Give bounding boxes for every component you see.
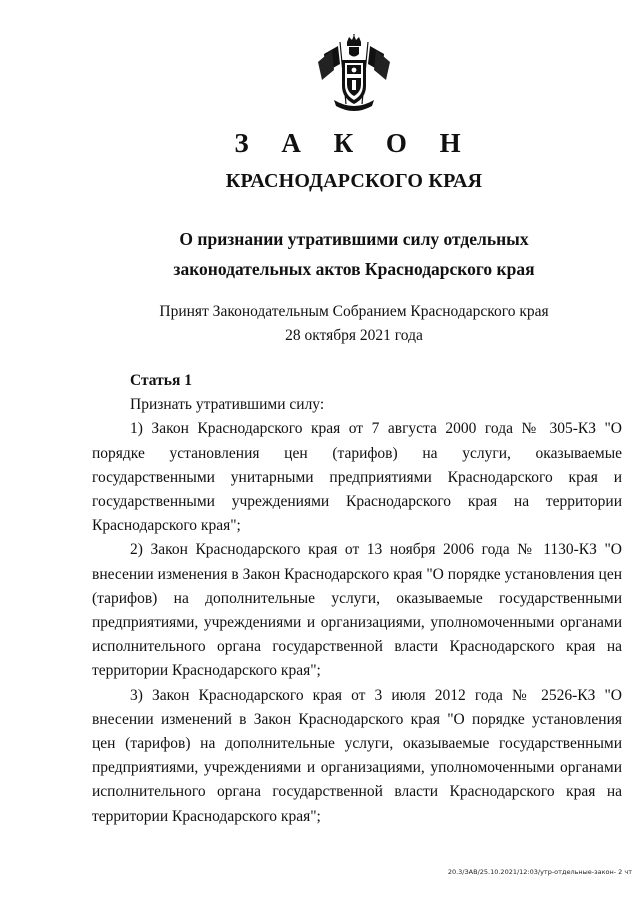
adopted-by: Принят Законодательным Собранием Краснодарского края <box>159 303 549 320</box>
law-subject-line-2: законодательных актов Краснодарского края <box>173 259 535 279</box>
law-title: З А К О Н <box>234 128 474 158</box>
law-subject <box>0 224 640 284</box>
file-code: 20.3/ЗАВ/25.10.2021/12:03/утр-отдельные-закон- 2 чт <box>447 868 632 876</box>
coat-of-arms-icon <box>316 34 392 112</box>
adopted-date: 28 октября 2021 года <box>285 327 423 344</box>
law-subject-line-1: О признании утратившими силу отдельных <box>179 229 529 249</box>
article-body <box>92 369 622 829</box>
article-intro: Признать утратившими силу: <box>130 396 325 414</box>
adoption-info <box>0 300 640 348</box>
article-heading: Статья 1 <box>130 372 192 389</box>
region-title: КРАСНОДАРСКОГО КРАЯ <box>225 170 483 192</box>
article-item: 3) Закон Краснодарского края от 3 июля 2012 года № 2526-КЗ "О внесении изменений в Закон Краснодарского края "О порядке установления цен (тарифов) на дополнительные услуги, оказываемые государственными предприятиями, учреждениями и организациями, уполномоченными органами исполнительного органа государственной власти Краснодарского края на территории Краснодарского края"; <box>92 686 622 825</box>
article-item: 2) Закон Краснодарского края от 13 ноября 2006 года № 1130-КЗ "О внесении изменения в Закон Краснодарского края "О порядке установления цен (тарифов) на дополнительные услуги, оказываемые государственными предприятиями, учреждениями и организациями, уполномоченными органами исполнительного органа государственной власти Краснодарского края на территории Краснодарского края"; <box>92 541 622 680</box>
article-item: 1) Закон Краснодарского края от 7 августа 2000 года № 305-КЗ "О порядке установления цен (тарифов) на услуги, оказываемые государственными унитарными предприятиями Краснодарского края и государственными учреждениями Краснодарского края на территории Краснодарского края"; <box>92 420 622 535</box>
